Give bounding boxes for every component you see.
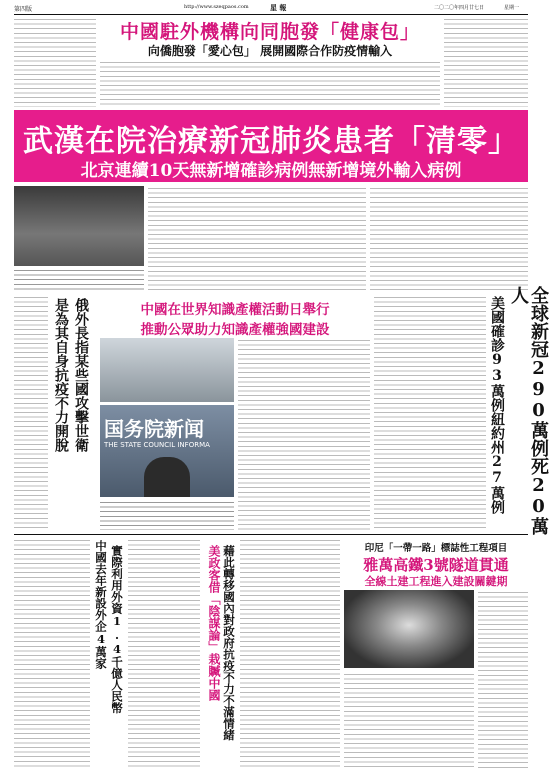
- top-story-text: [100, 60, 440, 108]
- investment-headline-1: 中國去年新設外企4萬家: [94, 540, 108, 669]
- paper-name: 星 報: [270, 3, 287, 12]
- state-council-caption-en: THE STATE COUNCIL INFORMA: [104, 441, 210, 449]
- state-council-photo: [100, 405, 234, 497]
- banner-headline: 武漢在院治療新冠肺炎患者「清零」: [23, 124, 519, 159]
- top-headline: 中國駐外機構向同胞發「健康包」: [119, 21, 420, 43]
- rail-subhead: 全線土建工程進入建設關鍵期: [364, 575, 508, 588]
- ip-photo-caption: [100, 500, 234, 530]
- us-cases-headline: 美國確診93萬例紐約州27萬例: [489, 296, 505, 514]
- investment-headline-2: 實際利用外資1.4千億人民幣: [110, 545, 124, 714]
- speaker-figure: [144, 457, 190, 497]
- global-cases-headline: 全球新冠290萬例死20萬人: [508, 286, 549, 535]
- website-url[interactable]: http://www.szeqpaos.com: [184, 4, 249, 10]
- bottom-left-text: [14, 538, 90, 768]
- top-subhead: 向僑胞發「愛心包」 展開國際合作防疫情輸入: [147, 44, 393, 58]
- photo-caption-left: [14, 268, 144, 292]
- state-council-caption-cn: 国务院新闻: [104, 417, 204, 441]
- section-rule: [14, 534, 528, 535]
- us-conspiracy-headline: 美政客借「陰謀論」栽贓中國: [207, 545, 221, 701]
- banner-subhead: 北京連續10天無新增確診病例無新增境外輸入病例: [80, 161, 462, 181]
- masthead: [14, 4, 528, 14]
- us-article-text: [240, 538, 340, 768]
- weekday: 星期一: [504, 5, 520, 11]
- rail-kicker: 印尼「一帶一路」標誌性工程項目: [364, 543, 508, 554]
- ip-article-text: [238, 338, 370, 530]
- russia-headline-1: 是為其自身抗疫不力開脫: [53, 298, 69, 452]
- header-rule: [14, 14, 528, 15]
- wuhan-article-text: [148, 186, 366, 292]
- lead-banner: [14, 110, 528, 182]
- ip-subhead: 推動公眾助力知識產權強國建設: [140, 322, 330, 338]
- tunnel-photo: [344, 590, 474, 668]
- rail-article-text: [344, 672, 474, 768]
- middle-right-text: [374, 295, 486, 530]
- rail-headline: 雅萬高鐵3號隧道貫通: [363, 556, 509, 574]
- russia-headline-2: 俄外長指某些國攻擊世衛: [73, 298, 89, 452]
- ip-headline: 中國在世界知識產權活動日舉行: [140, 302, 330, 318]
- beijing-article-text: [370, 186, 528, 292]
- press-conference-photo: [100, 338, 234, 402]
- left-top-text: [14, 17, 96, 107]
- investment-article-text: [128, 538, 200, 768]
- us-blame-headline: 藉此轉移國內對政府抗疫不力不滿情緒: [222, 545, 236, 741]
- right-top-text: [444, 17, 528, 107]
- left-col-text: [14, 295, 48, 530]
- news-photo-official: [14, 186, 144, 266]
- page-number: 第四版: [14, 6, 33, 13]
- issue-date: 二〇二〇年四月廿七日: [434, 5, 485, 11]
- rail-side-text: [478, 590, 528, 768]
